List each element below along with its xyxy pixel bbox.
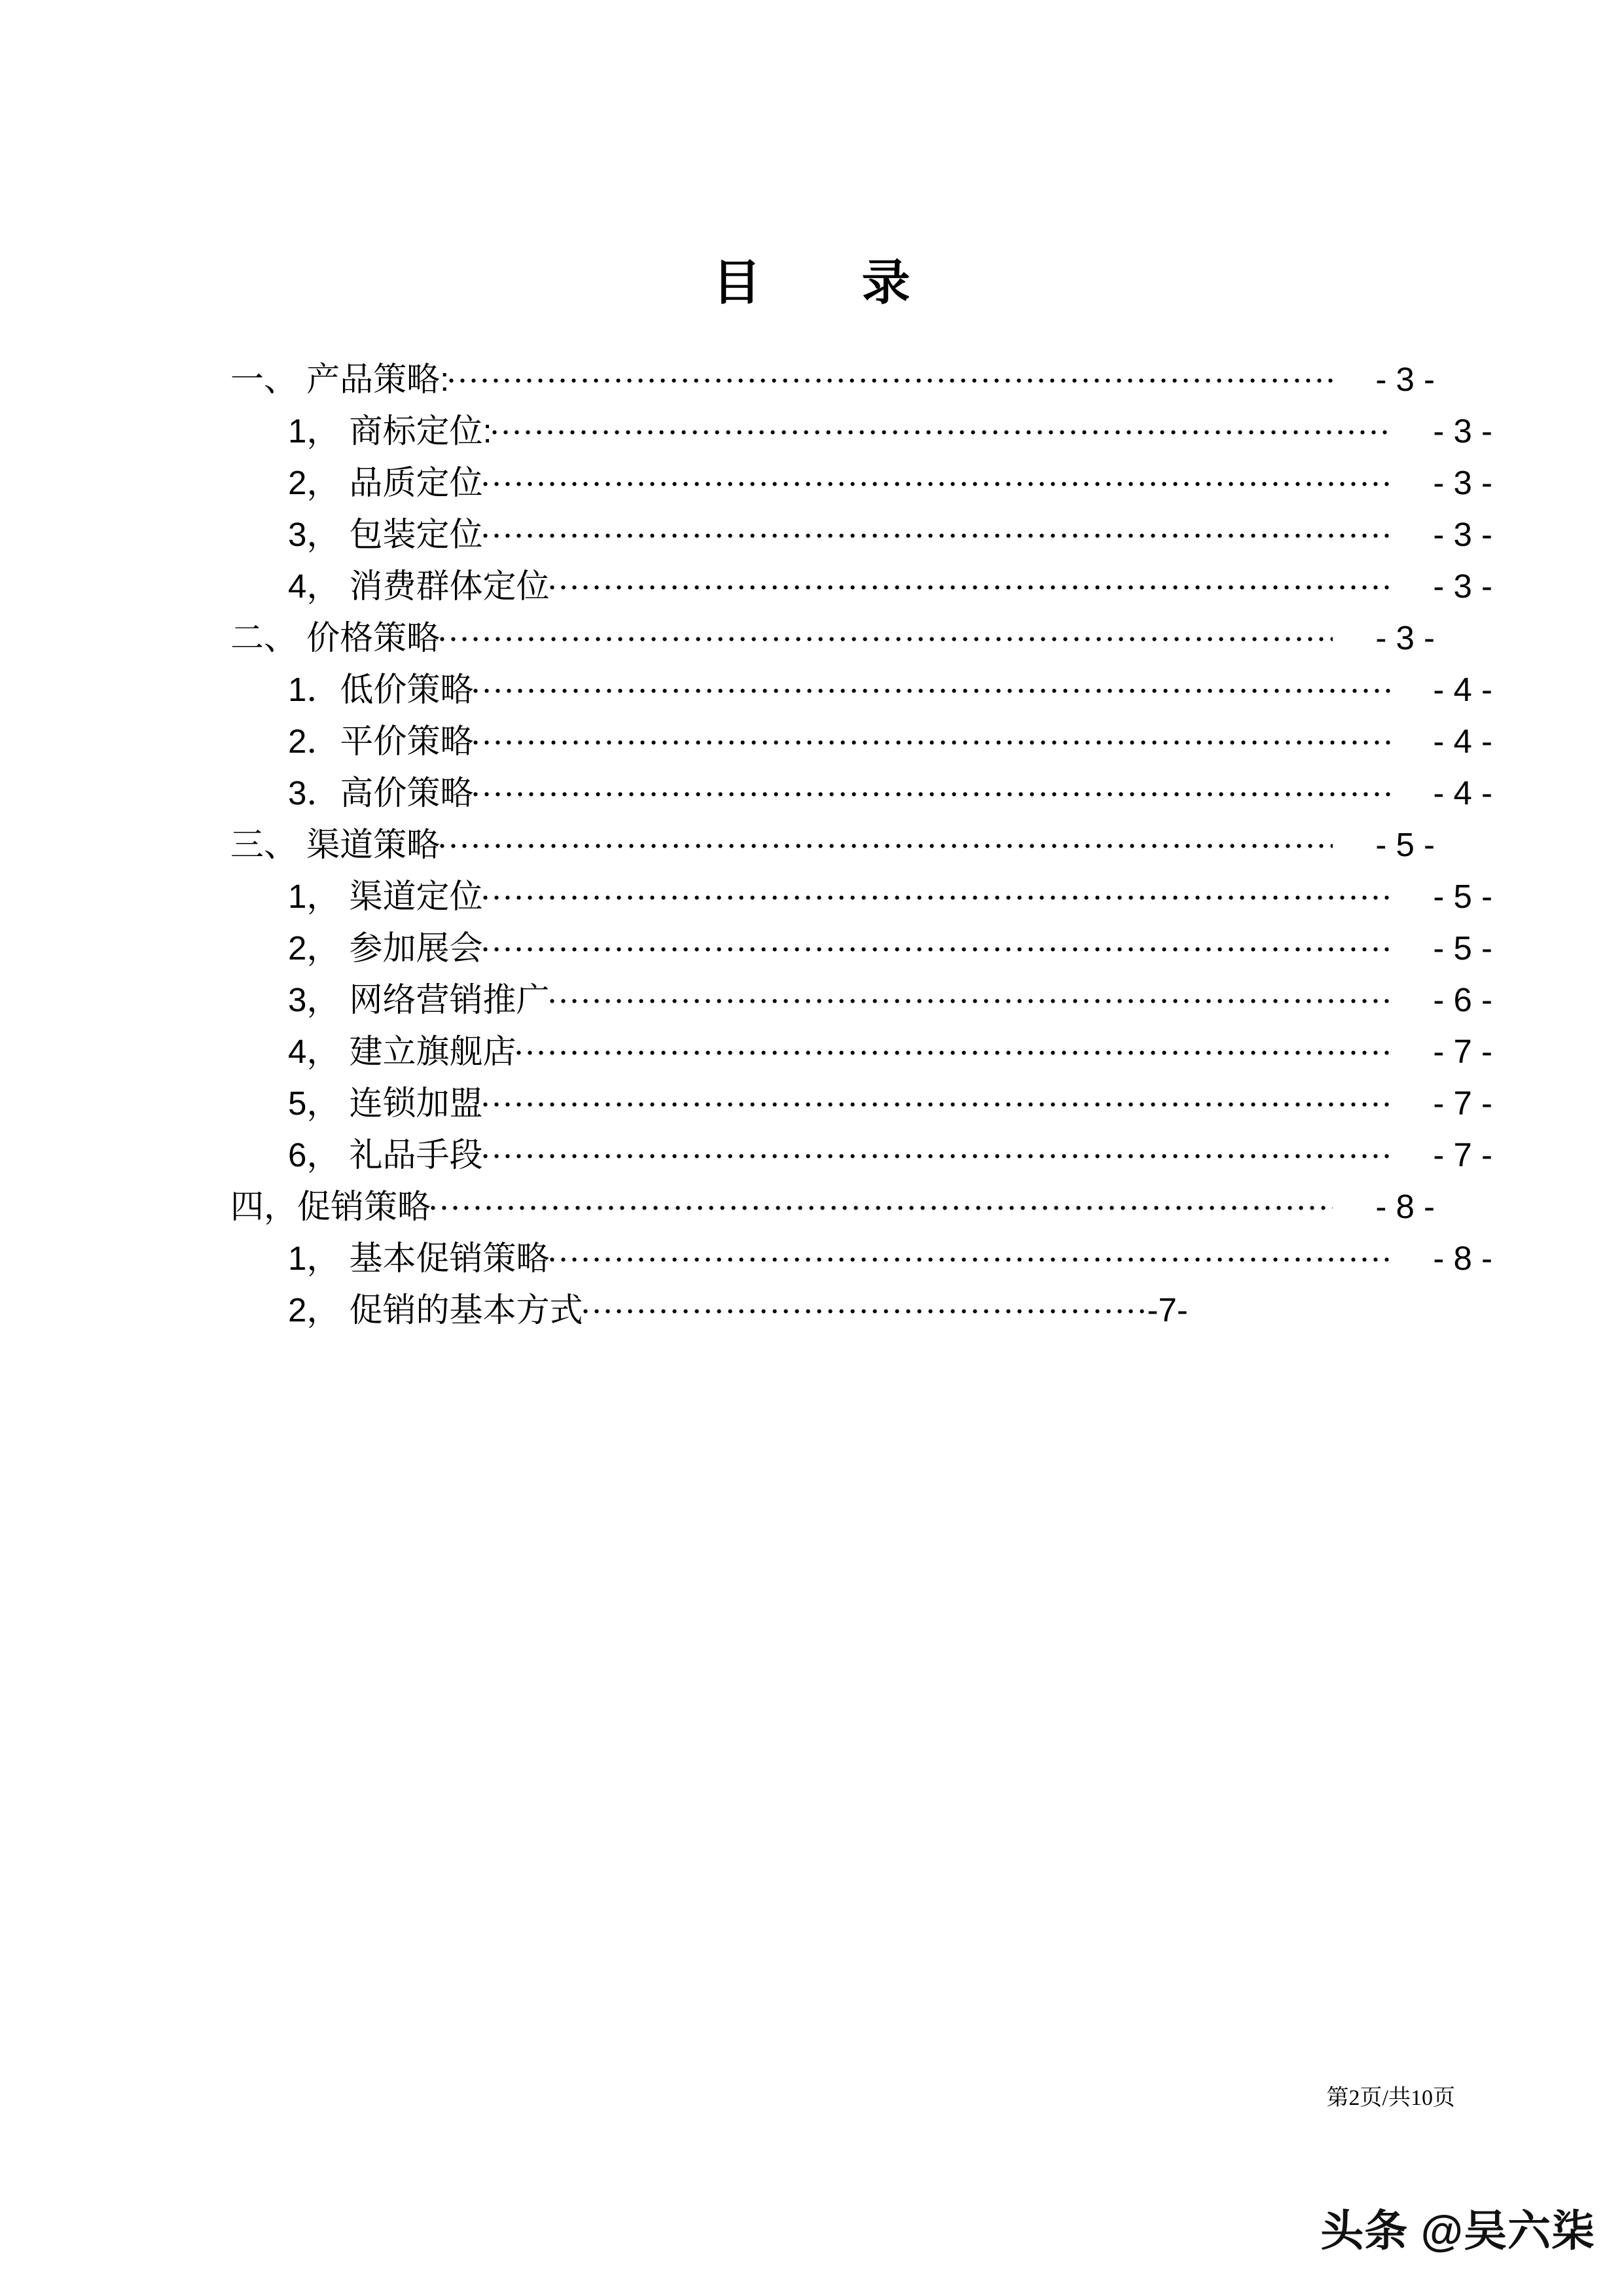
toc-entry-page-number: - 4 - [1433,671,1492,708]
toc-entry-page-number: - 3 - [1433,516,1492,553]
toc-entry-page-number: - 7 - [1433,1033,1492,1070]
toc-entry-label: 1．低价策略 [288,671,474,708]
toc-leader-dots [550,564,1390,598]
toc-entry-page-number: - 5 - [1375,826,1435,863]
toc-entry-label: 三、 渠道策略 [230,826,441,863]
toc-entry-label: 6， 礼品手段 [288,1136,483,1174]
toc-entry-label: 1， 商标定位: [288,412,492,450]
toc-entry-page-number: - 3 - [1375,619,1435,656]
toc-entry-label: 1， 渠道定位 [288,878,483,915]
toc-entry[interactable] [230,353,1435,405]
toc-leader-dots [583,1288,1147,1321]
toc-entry[interactable] [230,1284,1492,1336]
toc-leader-dots [473,668,1390,701]
toc-entry[interactable] [230,974,1492,1026]
toc-entry-label: 1， 基本促销策略 [288,1240,550,1277]
toc-leader-dots [550,1236,1390,1270]
toc-entry-label: 一、 产品策略: [230,361,450,398]
toc-entry-page-number: - 7 - [1433,1136,1492,1174]
toc-entry[interactable] [230,1129,1492,1181]
toc-entry-page-number: - 4 - [1433,774,1492,812]
toc-entry-label: 3．高价策略 [288,774,474,812]
toc-entry[interactable] [230,1181,1435,1232]
toc-entry-label: 二、 价格策略 [230,619,441,656]
toc-entry[interactable] [230,560,1492,612]
page-title: 目 录 [712,257,912,310]
toc-entry-page-number: - 3 - [1433,567,1492,605]
toc-entry[interactable] [230,612,1435,664]
toc-entry[interactable] [230,405,1492,457]
toc-entry-label: 2， 品质定位 [288,464,483,501]
toc-leader-dots [483,1081,1390,1115]
toc-entry-page-number: - 6 - [1433,981,1492,1018]
toc-entry-label: 3， 网络营销推广 [288,981,550,1018]
toc-entry[interactable] [230,767,1492,819]
toc-leader-dots [516,1030,1390,1063]
toc-entry-label: 四，促销策略 [230,1188,431,1225]
toc-entry-label: 4， 消费群体定位 [288,567,550,605]
table-of-contents [230,353,1492,1336]
toc-entry-page-number: - 5 - [1433,878,1492,915]
toc-entry-label: 5， 连锁加盟 [288,1085,483,1122]
toc-entry[interactable] [230,1232,1492,1284]
toc-leader-dots [483,874,1390,908]
toc-leader-dots [550,978,1390,1011]
toc-entry-label: 2， 促销的基本方式 [288,1291,583,1329]
toc-entry[interactable] [230,870,1492,922]
toc-entry-page-number: -7- [1147,1291,1188,1329]
toc-leader-dots [483,1133,1390,1166]
toc-leader-dots [483,461,1390,494]
toc-entry-label: 2．平价策略 [288,723,474,760]
toc-leader-dots [473,719,1390,753]
toc-entry[interactable] [230,819,1435,870]
toc-entry[interactable] [230,715,1492,767]
toc-entry-label: 4， 建立旗舰店 [288,1033,516,1070]
toc-entry-label: 2， 参加展会 [288,929,483,967]
toc-entry-page-number: - 3 - [1433,464,1492,501]
toc-entry-page-number: - 4 - [1433,723,1492,760]
toc-entry[interactable] [230,457,1492,509]
toc-leader-dots [473,771,1390,804]
toc-entry[interactable] [230,922,1492,974]
toc-leader-dots [431,1185,1333,1218]
toc-leader-dots [449,357,1333,391]
toc-leader-dots [483,926,1390,960]
toc-leader-dots [483,512,1390,546]
toc-leader-dots [440,823,1333,856]
toc-entry-label: 3， 包装定位 [288,516,483,553]
toc-leader-dots [440,616,1333,649]
toc-entry-page-number: - 3 - [1433,412,1492,450]
toc-entry-page-number: - 3 - [1375,361,1435,398]
toc-leader-dots [492,409,1390,442]
toc-entry[interactable] [230,509,1492,560]
toc-entry[interactable] [230,1077,1492,1129]
footer-page-indicator: 第2页/共10页 [1326,2086,1455,2110]
watermark-logo: 头条 @吴六柒 [1320,2206,1595,2255]
toc-entry-page-number: - 8 - [1433,1240,1492,1277]
toc-entry-page-number: - 5 - [1433,929,1492,967]
toc-entry-page-number: - 7 - [1433,1085,1492,1122]
toc-entry[interactable] [230,1026,1492,1077]
toc-entry-page-number: - 8 - [1375,1188,1435,1225]
toc-entry[interactable] [230,664,1492,715]
